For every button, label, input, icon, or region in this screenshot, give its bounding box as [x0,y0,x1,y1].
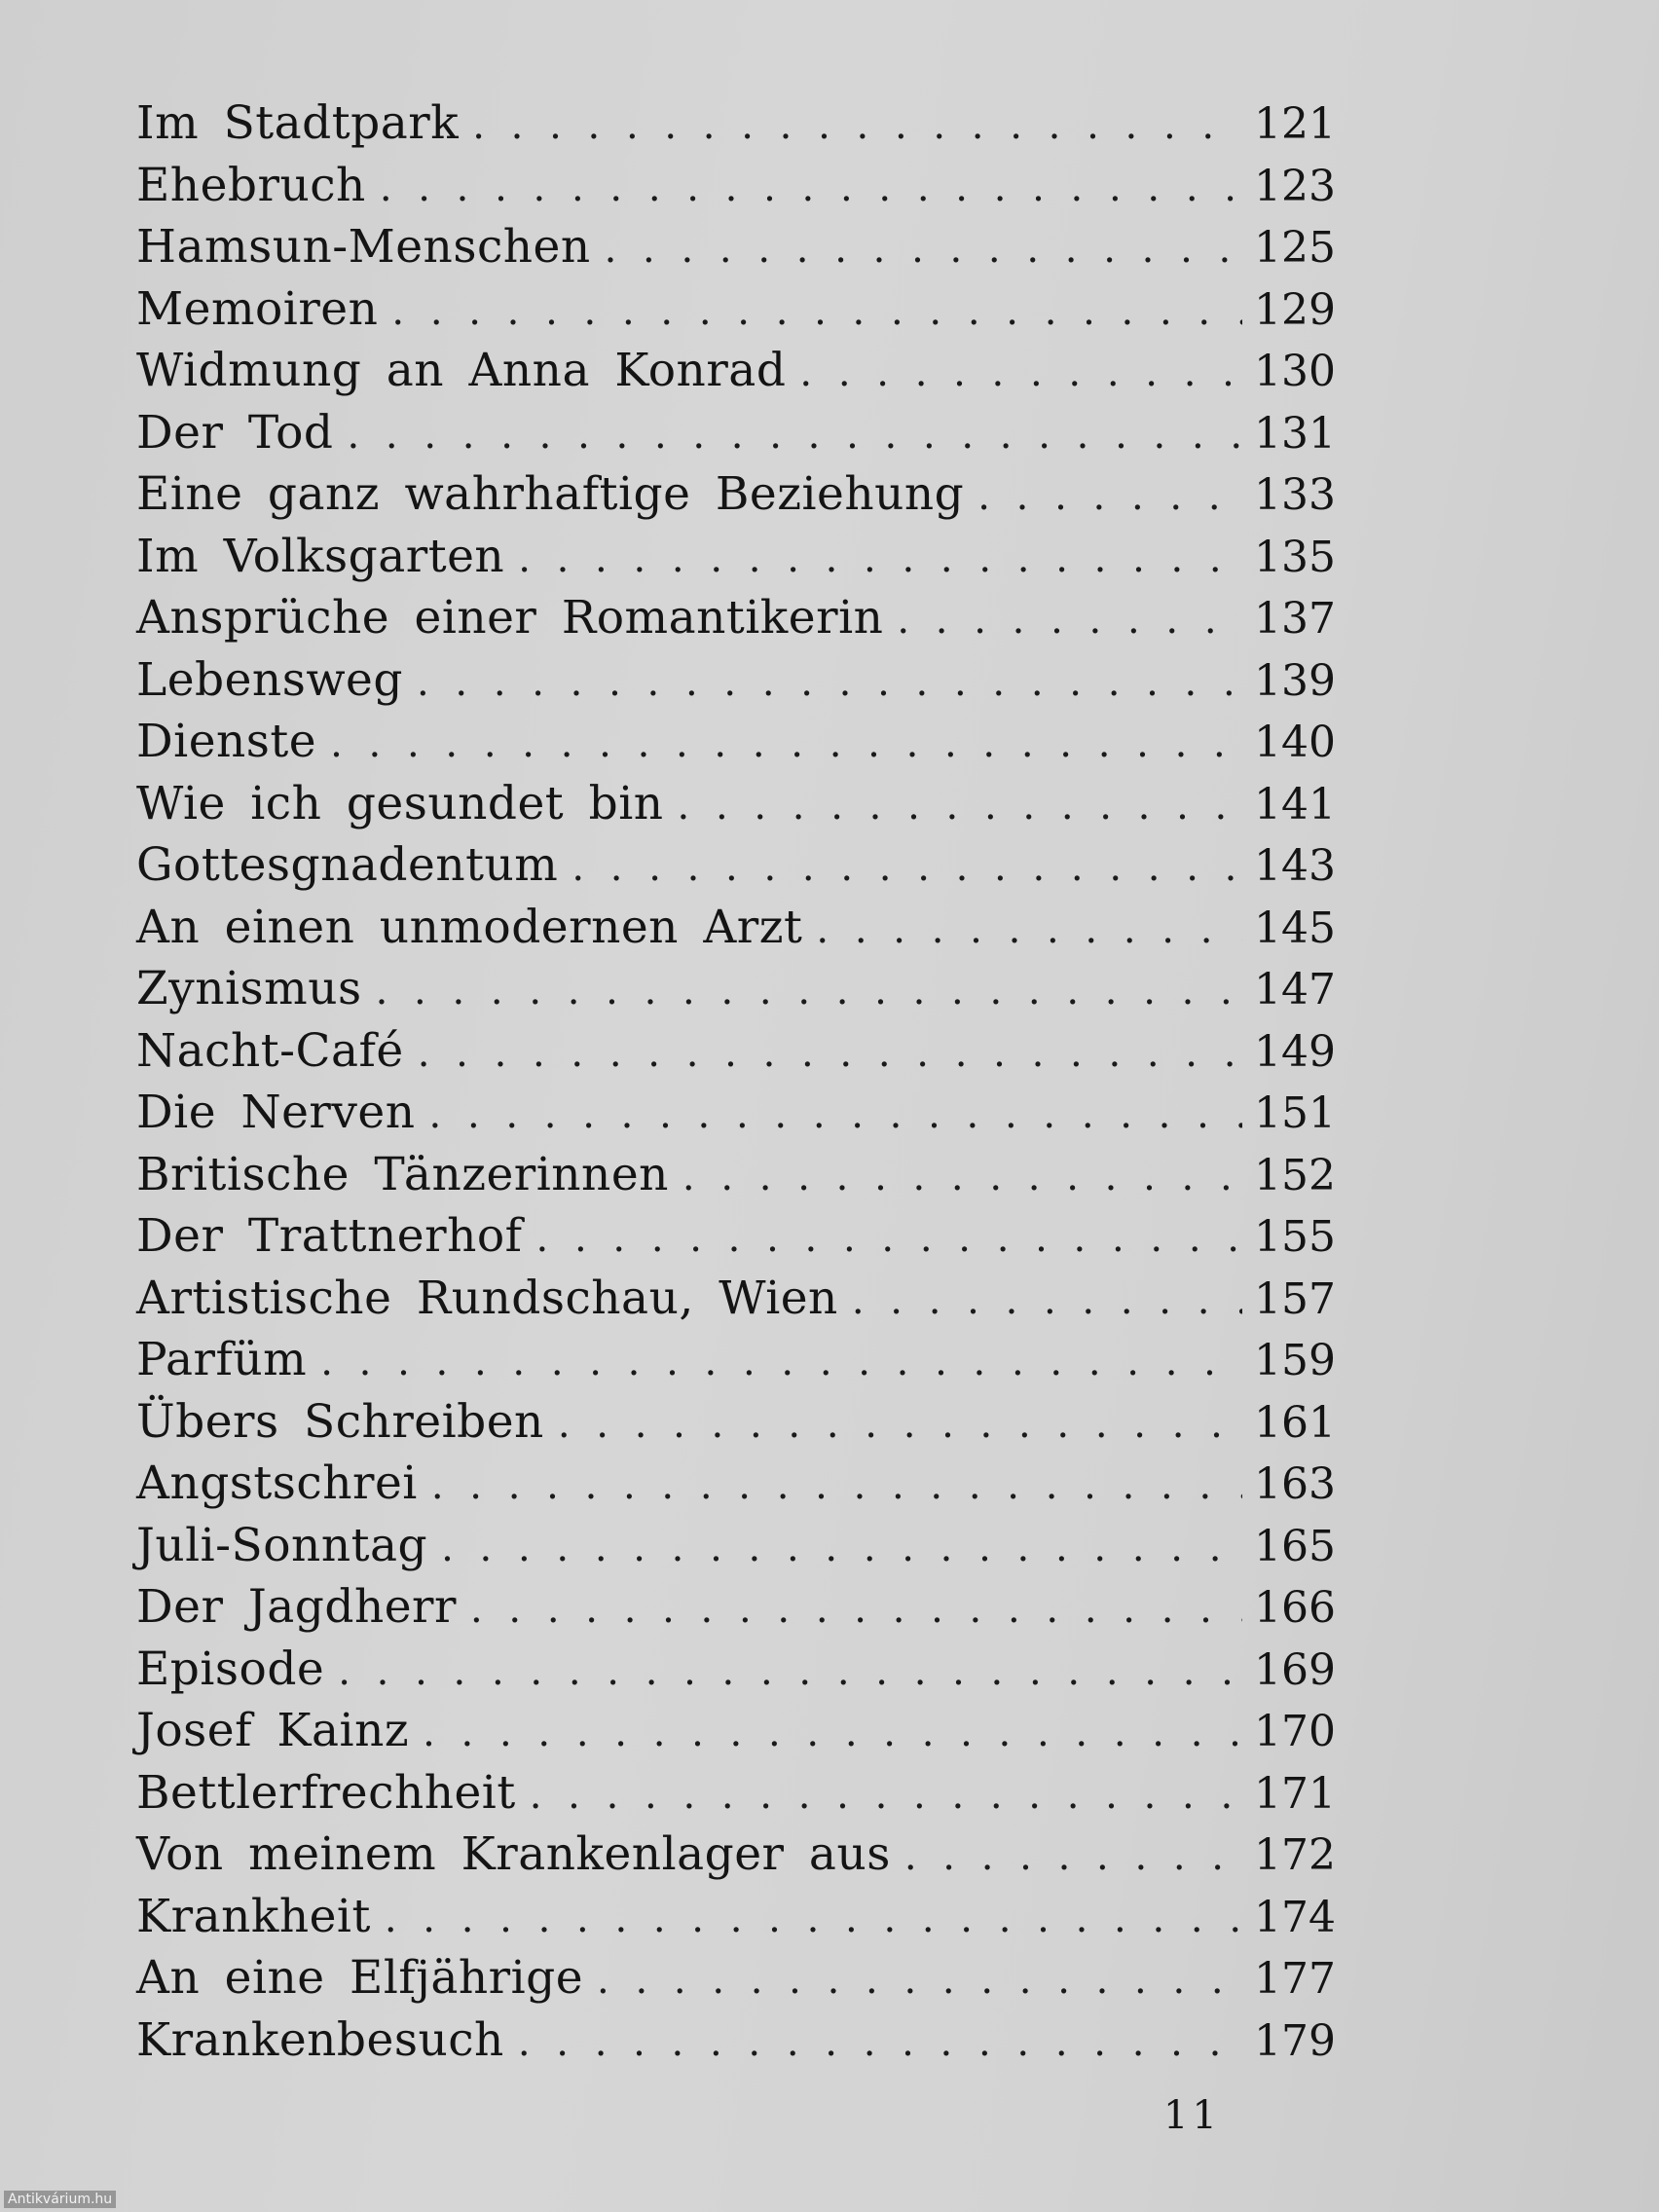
toc-entry [136,402,1334,464]
toc-entry [136,526,1334,588]
table-of-contents [136,92,1334,2071]
dot-leader [380,158,1242,220]
dot-leader [348,405,1243,467]
dot-leader [897,590,1242,652]
dot-leader [518,2012,1242,2075]
toc-entry [136,834,1334,897]
toc-entry [136,155,1334,217]
dot-leader [518,529,1242,591]
toc-entry-title: Im Stadtpark [136,96,460,150]
toc-entry-title: Die Nerven [136,1086,416,1139]
toc-entry-title: Nacht-Café [136,1023,404,1078]
toc-entry-page: 177 [1254,1954,1336,2004]
toc-entry-title: An eine Elfjährige [136,1951,584,2005]
toc-entry-page: 129 [1254,284,1336,335]
dot-leader [977,466,1242,529]
toc-entry [136,711,1334,773]
toc-entry [136,1453,1334,1515]
toc-entry-title: Der Tod [136,405,334,460]
toc-entry-page: 133 [1254,470,1336,520]
toc-entry-title: Von meinem Krankenlager aus [136,1827,891,1881]
toc-entry [136,1886,1334,1948]
toc-entry-title: An einen unmodernen Arzt [136,900,803,954]
toc-entry-page: 139 [1254,655,1336,706]
toc-entry [136,1639,1334,1701]
toc-entry-title: Dienste [136,715,317,768]
dot-leader [429,1085,1242,1147]
dot-leader [472,95,1242,158]
toc-entry-page: 152 [1254,1150,1336,1200]
toc-entry [136,958,1334,1020]
dot-leader [417,652,1242,715]
toc-entry-page: 179 [1254,2015,1336,2066]
toc-entry [136,587,1334,649]
toc-entry [136,1205,1334,1268]
toc-entry-page: 131 [1254,408,1336,459]
toc-entry-page: 125 [1254,223,1336,273]
toc-entry-page: 172 [1254,1830,1336,1880]
toc-entry-title: Parfüm [136,1333,308,1386]
toc-entry [136,216,1334,278]
toc-entry-title: Gottesgnadentum [136,838,559,892]
toc-entry-title: Angstschrei [136,1456,418,1510]
dot-leader [423,1703,1242,1765]
toc-entry-page: 121 [1254,99,1336,149]
toc-entry-page: 163 [1254,1459,1336,1509]
toc-entry [136,463,1334,526]
dot-leader [571,837,1242,900]
toc-entry [136,1391,1334,1454]
toc-entry-title: Josef Kainz [136,1704,410,1757]
dot-leader [320,1332,1242,1394]
dot-leader [441,1518,1242,1580]
toc-entry-title: Artistische Rundschau, Wien [136,1271,838,1325]
toc-entry [136,773,1334,835]
toc-entry-title: Wie ich gesundet bin [136,776,664,830]
toc-entry-page: 143 [1254,841,1336,891]
toc-entry-page: 161 [1254,1397,1336,1448]
toc-entry-page: 141 [1254,779,1336,830]
toc-entry-page: 155 [1254,1212,1336,1262]
toc-entry-page: 130 [1254,347,1336,396]
toc-entry-page: 169 [1254,1644,1336,1695]
dot-leader [799,343,1242,405]
toc-entry-title: Hamsun-Menschen [136,220,591,274]
toc-entry [136,1144,1334,1206]
toc-entry [136,1020,1334,1083]
toc-entry-page: 159 [1254,1336,1336,1385]
toc-entry-page: 166 [1254,1583,1336,1633]
dot-leader [431,1456,1242,1518]
toc-entry-title: Übers Schreiben [136,1394,544,1449]
dot-leader [678,776,1242,838]
toc-entry [136,1947,1334,2009]
toc-entry-title: Britische Tänzerinnen [136,1147,669,1201]
toc-entry [136,340,1334,402]
toc-entry-title: Im Volksgarten [136,529,505,583]
toc-entry [136,2009,1334,2072]
toc-entry [136,278,1334,341]
dot-leader [904,1826,1242,1889]
toc-entry [136,649,1334,712]
dot-leader [558,1394,1242,1456]
dot-leader [682,1147,1242,1209]
toc-entry-title: Krankheit [136,1889,371,1943]
dot-leader [391,281,1242,344]
toc-entry-page: 171 [1254,1768,1336,1819]
toc-entry [136,1824,1334,1886]
toc-entry-title: Eine ganz wahrhaftige Beziehung [136,467,965,521]
page-number-folio: 11 [1163,2093,1221,2138]
dot-leader [418,1023,1242,1086]
toc-entry [136,1329,1334,1391]
toc-entry-page: 145 [1254,903,1336,953]
toc-entry-page: 174 [1254,1892,1336,1942]
toc-entry-title: Widmung an Anna Konrad [136,344,787,397]
toc-entry-page: 170 [1254,1707,1336,1756]
toc-entry [136,92,1334,155]
toc-entry-title: Juli-Sonntag [136,1518,428,1572]
toc-entry [136,1576,1334,1639]
toc-entry-page: 137 [1254,594,1336,644]
dot-leader [376,961,1242,1023]
dot-leader [605,219,1242,281]
toc-entry-title: Der Trattnerhof [136,1209,523,1263]
dot-leader [597,1950,1242,2012]
toc-entry-title: Der Jagdherr [136,1580,457,1634]
toc-entry-page: 151 [1254,1088,1336,1138]
toc-entry-title: Ehebruch [136,158,366,212]
toc-entry-title: Zynismus [136,962,362,1015]
toc-entry [136,1762,1334,1825]
toc-entry [136,1268,1334,1330]
toc-entry-page: 147 [1254,965,1336,1014]
dot-leader [470,1579,1242,1641]
dot-leader [536,1208,1242,1271]
toc-entry [136,1082,1334,1144]
dot-leader [338,1641,1242,1704]
toc-entry-page: 165 [1254,1521,1336,1571]
toc-entry-title: Krankenbesuch [136,2012,504,2067]
toc-entry-page: 149 [1254,1026,1336,1077]
toc-entry [136,1515,1334,1577]
toc-entry-page: 123 [1254,161,1336,211]
toc-entry-title: Episode [136,1641,325,1696]
toc-entry-title: Bettlerfrechheit [136,1765,516,1820]
dot-leader [852,1271,1242,1333]
toc-entry-title: Memoiren [136,281,379,336]
toc-entry-page: 135 [1254,532,1336,582]
toc-entry-title: Lebensweg [136,652,403,707]
toc-entry [136,1700,1334,1762]
toc-entry-title: Ansprüche einer Romantikerin [136,591,884,645]
watermark: Antikvárium.hu [4,2191,116,2208]
toc-entry [136,897,1334,959]
toc-entry-page: 157 [1254,1273,1336,1324]
dot-leader [530,1765,1242,1827]
dot-leader [385,1889,1242,1951]
toc-entry-page: 140 [1254,718,1336,767]
dot-leader [330,714,1242,776]
dot-leader [816,900,1242,962]
